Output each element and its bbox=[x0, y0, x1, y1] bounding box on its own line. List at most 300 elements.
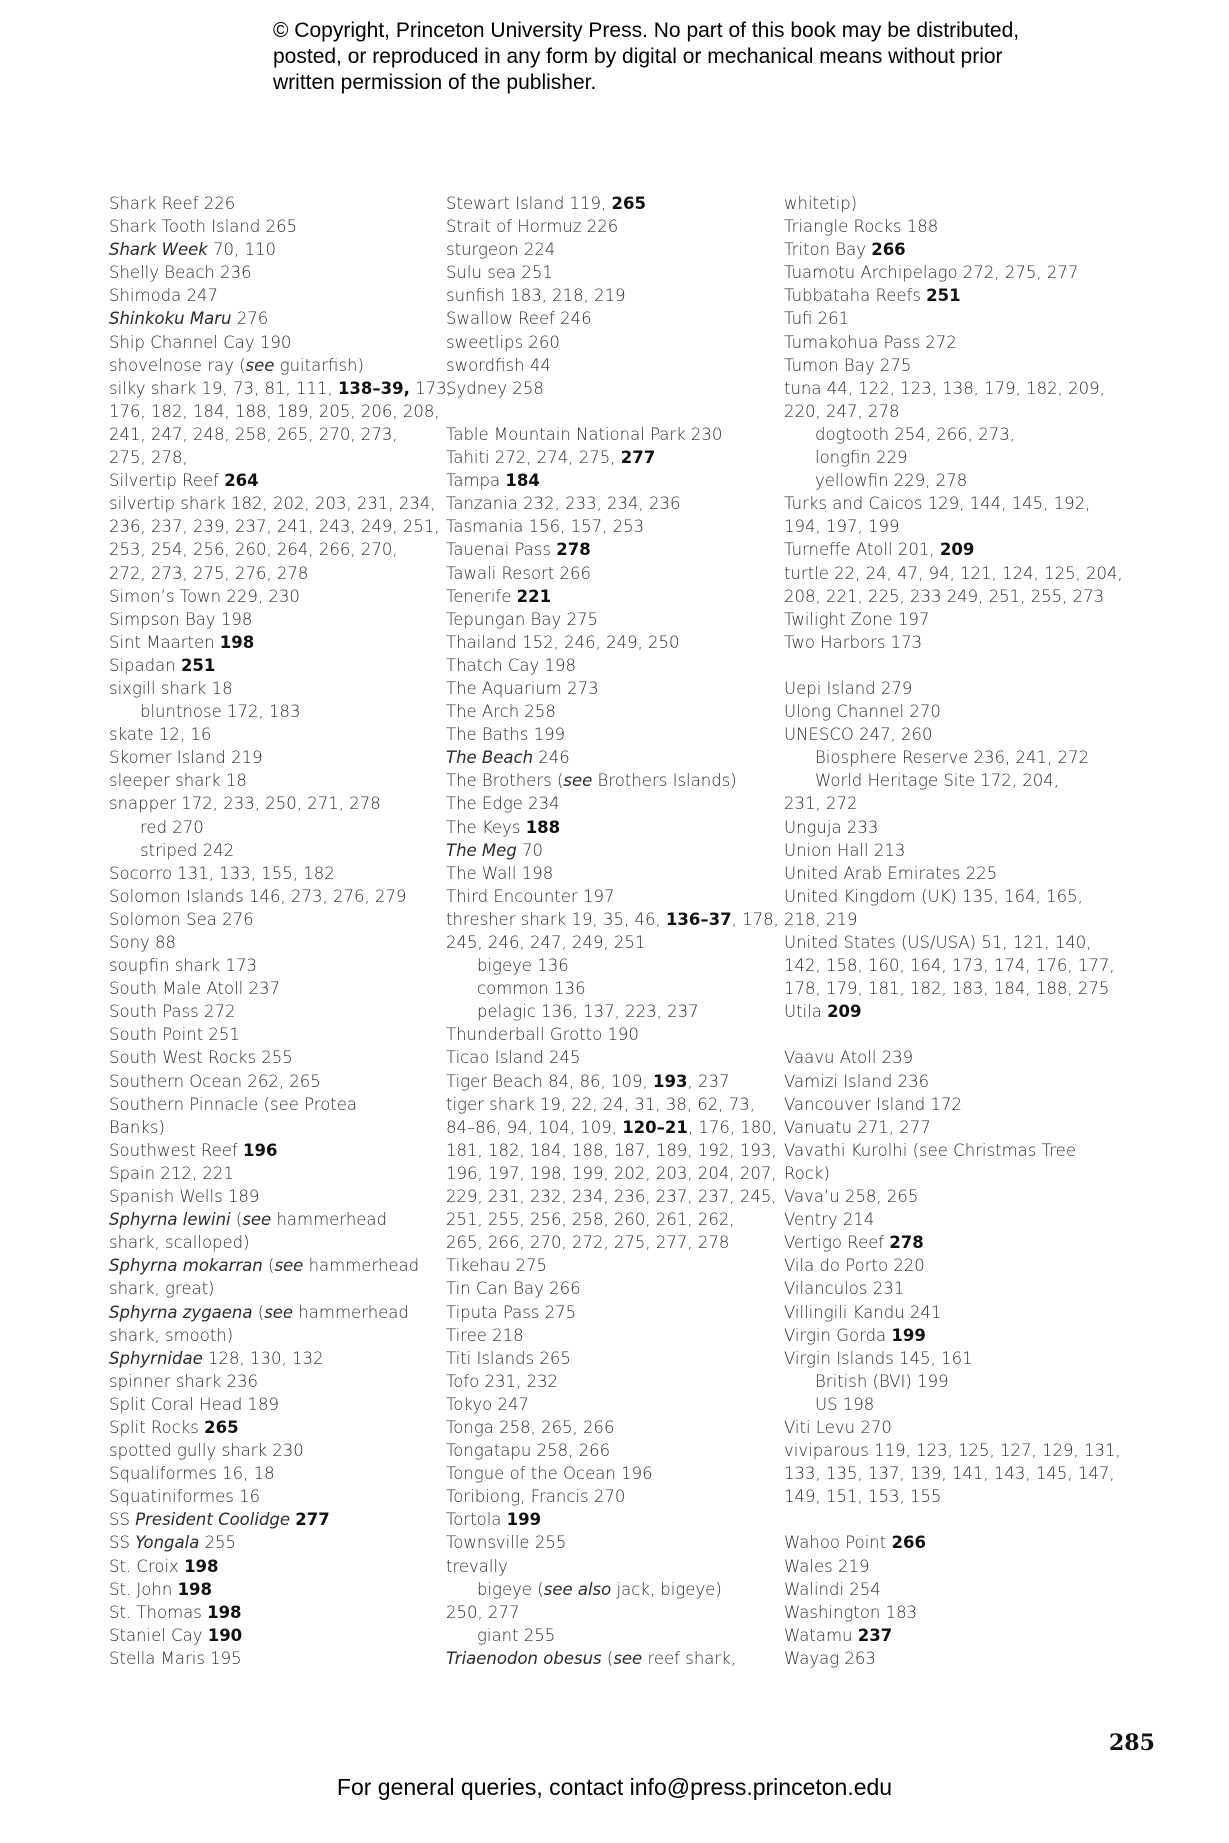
index-text: Rock) bbox=[784, 1163, 830, 1183]
index-text: 255 bbox=[199, 1533, 237, 1553]
index-text: Spanish Wells 189 bbox=[109, 1187, 260, 1207]
index-text: bigeye 136 bbox=[477, 956, 569, 976]
index-text: Spain 212, 221 bbox=[109, 1163, 234, 1183]
index-text: 272, 273, 275, 276, 278 bbox=[109, 563, 309, 583]
index-entry bbox=[109, 1208, 439, 1231]
index-text: 70 bbox=[516, 840, 544, 860]
index-text: South Male Atoll 237 bbox=[109, 979, 280, 999]
index-text: 196, 197, 198, 199, 202, 203, 204, 207, bbox=[446, 1163, 777, 1183]
index-text: Tongue of the Ocean 196 bbox=[446, 1464, 653, 1484]
index-text: reef shark, bbox=[642, 1648, 736, 1668]
index-text: 136–37 bbox=[665, 909, 732, 929]
index-text: Tauenai Pass bbox=[446, 540, 557, 560]
index-entry bbox=[784, 331, 1114, 354]
index-text: 278 bbox=[889, 1233, 924, 1253]
index-text: Shelly Beach 236 bbox=[109, 263, 252, 283]
index-text: sixgill shark 18 bbox=[109, 678, 233, 698]
index-entry bbox=[109, 1439, 439, 1462]
index-entry bbox=[446, 862, 776, 885]
index-entry bbox=[446, 238, 776, 261]
index-entry bbox=[446, 562, 776, 585]
index-text: 265, 266, 270, 272, 275, 277, 278 bbox=[446, 1233, 730, 1253]
index-text: Tiger Beach 84, 86, 109, bbox=[446, 1071, 654, 1091]
index-entry bbox=[109, 769, 439, 792]
index-entry bbox=[446, 354, 776, 377]
index-entry bbox=[109, 585, 439, 608]
index-column-1 bbox=[109, 192, 452, 1670]
index-text: 264 bbox=[224, 471, 259, 491]
index-text: President Coolidge bbox=[135, 1510, 291, 1530]
index-text: Sipadan bbox=[109, 655, 181, 675]
index-text: Turks and Caicos 129, 144, 145, 192, bbox=[784, 494, 1091, 514]
index-text: 220, 247, 278 bbox=[784, 401, 900, 421]
index-entry bbox=[784, 631, 1114, 654]
index-entry bbox=[109, 885, 439, 908]
index-entry bbox=[109, 608, 439, 631]
index-subentry bbox=[446, 1624, 776, 1647]
index-text: Swallow Reef 246 bbox=[446, 309, 592, 329]
index-text: 236, 237, 239, 237, 241, 243, 249, 251, bbox=[109, 517, 440, 537]
index-entry bbox=[109, 723, 439, 746]
index-text: 193 bbox=[653, 1071, 688, 1091]
index-entry bbox=[109, 284, 439, 307]
index-subentry bbox=[784, 769, 1114, 792]
index-text: 266 bbox=[891, 1533, 926, 1553]
index-entry bbox=[784, 1116, 1114, 1139]
index-text: soupfin shark 173 bbox=[109, 956, 257, 976]
index-entry bbox=[109, 1301, 439, 1324]
index-text: Banks) bbox=[109, 1117, 165, 1137]
index-entry bbox=[446, 1162, 776, 1185]
index-entry bbox=[446, 307, 776, 330]
index-text: SS bbox=[109, 1533, 136, 1553]
index-entry bbox=[784, 562, 1123, 585]
index-entry bbox=[784, 608, 1114, 631]
index-text: 133, 135, 137, 139, 141, 143, 145, 147, bbox=[784, 1464, 1115, 1484]
index-entry bbox=[446, 423, 776, 446]
index-text: ( bbox=[230, 1210, 243, 1230]
index-entry bbox=[446, 1647, 776, 1670]
index-text: World Heritage Site 172, 204, bbox=[815, 771, 1059, 791]
index-text: Shinkoku Maru bbox=[109, 309, 232, 329]
index-text: 275, 278, bbox=[109, 448, 188, 468]
index-entry bbox=[784, 377, 1114, 400]
index-entry bbox=[109, 1462, 439, 1485]
index-entry bbox=[446, 215, 776, 238]
index-text: 176, 182, 184, 188, 189, 205, 206, 208, bbox=[109, 401, 440, 421]
index-text: Ulong Channel 270 bbox=[784, 702, 941, 722]
index-text: The Edge 234 bbox=[446, 794, 560, 814]
index-text: Vamizi Island 236 bbox=[784, 1071, 930, 1091]
index-entry bbox=[784, 1462, 1114, 1485]
index-entry bbox=[109, 400, 439, 423]
index-text: Sydney 258 bbox=[446, 378, 544, 398]
index-entry bbox=[109, 446, 439, 469]
index-entry bbox=[109, 1023, 439, 1046]
index-spacer bbox=[446, 400, 776, 423]
index-entry bbox=[446, 469, 776, 492]
index-entry bbox=[784, 1139, 1114, 1162]
index-text: shark, great) bbox=[109, 1279, 215, 1299]
index-entry bbox=[109, 215, 439, 238]
index-text: pelagic 136, 137, 223, 237 bbox=[477, 1002, 699, 1022]
index-entry bbox=[109, 862, 439, 885]
index-entry bbox=[109, 515, 439, 538]
index-text: striped 242 bbox=[140, 840, 235, 860]
index-entry bbox=[446, 1347, 776, 1370]
index-text: spinner shark 236 bbox=[109, 1371, 258, 1391]
index-text: Sulu sea 251 bbox=[446, 263, 553, 283]
index-entry bbox=[446, 1070, 776, 1093]
index-entry bbox=[784, 1070, 1114, 1093]
index-text: viviparous 119, 123, 125, 127, 129, 131, bbox=[784, 1441, 1121, 1461]
index-text: 198 bbox=[177, 1579, 213, 1599]
index-text: 173, bbox=[409, 378, 452, 398]
index-text: Tikehau 275 bbox=[446, 1256, 548, 1276]
index-text: tiger shark 19, 22, 24, 31, 38, 62, 73, bbox=[446, 1094, 756, 1114]
index-text: Vavathi Kurolhi (see Christmas Tree bbox=[784, 1140, 1076, 1160]
index-text: hammerhead bbox=[271, 1210, 388, 1230]
index-entry bbox=[446, 1116, 776, 1139]
index-text: Virgin Islands 145, 161 bbox=[784, 1348, 973, 1368]
index-text: Southern Ocean 262, 265 bbox=[109, 1071, 321, 1091]
index-entry bbox=[784, 1254, 1114, 1277]
index-entry bbox=[109, 1601, 439, 1624]
index-text: 194, 197, 199 bbox=[784, 517, 900, 537]
index-text: The Arch 258 bbox=[446, 702, 556, 722]
index-entry bbox=[784, 1301, 1114, 1324]
index-text: shovelnose ray ( bbox=[109, 355, 246, 375]
index-text: Sony 88 bbox=[109, 933, 177, 952]
index-entry bbox=[784, 1485, 1114, 1508]
index-entry bbox=[109, 1647, 439, 1670]
index-subentry bbox=[109, 839, 439, 862]
index-text: sleeper shark 18 bbox=[109, 771, 247, 791]
index-text: bigeye ( bbox=[477, 1579, 544, 1599]
index-entry bbox=[446, 1416, 776, 1439]
index-text: Vila do Porto 220 bbox=[784, 1256, 925, 1276]
index-text: 138–39, bbox=[337, 378, 410, 398]
copyright-notice: © Copyright, Princeton University Press. No part of this book may be distributed, posted, or reproduced in any form by digital or mechanical means without prior written permission of the publisher. bbox=[273, 19, 1020, 94]
index-text: 142, 158, 160, 164, 173, 174, 176, 177, bbox=[784, 956, 1115, 976]
index-entry bbox=[784, 1185, 1114, 1208]
index-text: 209 bbox=[939, 540, 975, 560]
index-text: guitarfish) bbox=[274, 355, 364, 375]
index-spacer bbox=[784, 1023, 1114, 1046]
index-text: The Baths 199 bbox=[446, 725, 566, 745]
index-entry bbox=[784, 400, 1114, 423]
index-entry bbox=[784, 839, 1114, 862]
index-entry bbox=[109, 562, 439, 585]
index-entry bbox=[109, 654, 439, 677]
index-entry bbox=[446, 631, 776, 654]
index-text: Strait of Hormuz 226 bbox=[446, 217, 619, 237]
index-entry bbox=[446, 1139, 776, 1162]
index-entry bbox=[446, 1208, 776, 1231]
index-text: Brothers Islands) bbox=[592, 771, 737, 791]
index-entry bbox=[784, 1277, 1114, 1300]
index-entry bbox=[784, 1601, 1114, 1624]
index-entry bbox=[446, 885, 776, 908]
index-text: The Aquarium 273 bbox=[446, 678, 599, 698]
index-text: 277 bbox=[620, 448, 656, 468]
index-subentry bbox=[109, 700, 439, 723]
index-text: Wayag 263 bbox=[784, 1648, 876, 1668]
index-text: 265 bbox=[611, 194, 646, 213]
index-text: swordfish 44 bbox=[446, 355, 551, 375]
index-text: Tanzania 232, 233, 234, 236 bbox=[446, 494, 681, 514]
index-entry bbox=[784, 1000, 1114, 1023]
index-subentry bbox=[446, 977, 776, 1000]
index-entry bbox=[784, 492, 1114, 515]
index-entry bbox=[784, 1624, 1114, 1647]
index-text: longfin 229 bbox=[815, 448, 908, 468]
index-entry bbox=[784, 307, 1114, 330]
index-text: Vava’u 258, 265 bbox=[784, 1187, 919, 1207]
index-text: Tasmania 156, 157, 253 bbox=[446, 517, 645, 537]
index-text: Tortola bbox=[446, 1510, 507, 1530]
index-subentry bbox=[784, 1393, 1114, 1416]
index-entry bbox=[109, 1185, 439, 1208]
index-text: 198 bbox=[184, 1556, 219, 1576]
index-entry bbox=[784, 238, 1114, 261]
index-entry bbox=[109, 1531, 439, 1554]
index-text: 120–21 bbox=[622, 1117, 688, 1137]
index-text: 231, 272 bbox=[784, 794, 858, 814]
index-entry bbox=[109, 1370, 439, 1393]
index-entry bbox=[446, 261, 776, 284]
index-text: giant 255 bbox=[477, 1625, 556, 1645]
index-entry bbox=[109, 1485, 439, 1508]
index-entry bbox=[109, 908, 439, 931]
index-text: Vertigo Reef bbox=[784, 1233, 890, 1253]
index-text: see bbox=[245, 355, 275, 375]
index-subentry bbox=[446, 1578, 776, 1601]
index-text: 196 bbox=[243, 1140, 278, 1160]
index-entry bbox=[784, 515, 1114, 538]
index-entry bbox=[109, 423, 439, 446]
index-text: UNESCO 247, 260 bbox=[784, 725, 933, 745]
index-text: South Pass 272 bbox=[109, 1002, 236, 1022]
index-text: Sphyrna mokarran bbox=[109, 1256, 263, 1276]
index-text: South Point 251 bbox=[109, 1025, 240, 1045]
index-entry bbox=[446, 377, 776, 400]
index-entry bbox=[446, 492, 776, 515]
index-entry bbox=[784, 954, 1114, 977]
index-text: 245, 246, 247, 249, 251 bbox=[446, 933, 646, 952]
index-entry bbox=[784, 977, 1114, 1000]
index-text: 199 bbox=[506, 1510, 542, 1530]
index-text: Solomon Sea 276 bbox=[109, 909, 254, 929]
index-text: 277 bbox=[295, 1510, 330, 1530]
index-text: Toribiong, Francis 270 bbox=[446, 1487, 626, 1507]
index-text: Tenerife bbox=[446, 586, 517, 606]
index-entry bbox=[784, 1324, 1114, 1347]
index-text: Split Rocks bbox=[109, 1417, 205, 1437]
index-text: Turneffe Atoll 201, bbox=[784, 540, 940, 560]
index-entry bbox=[109, 492, 439, 515]
index-entry bbox=[446, 700, 776, 723]
index-text: sunfish 183, 218, 219 bbox=[446, 286, 626, 306]
index-text: see also bbox=[543, 1579, 612, 1599]
index-entry bbox=[446, 585, 776, 608]
index-entry bbox=[109, 1162, 439, 1185]
index-text: Virgin Gorda bbox=[784, 1325, 892, 1345]
index-entry bbox=[446, 1185, 776, 1208]
index-entry bbox=[446, 1601, 776, 1624]
index-text: 198 bbox=[219, 632, 255, 652]
index-entry bbox=[109, 261, 439, 284]
index-subentry bbox=[446, 954, 776, 977]
index-text: Southern Pinnacle (see Protea bbox=[109, 1094, 358, 1114]
index-entry bbox=[446, 331, 776, 354]
index-entry bbox=[446, 1462, 776, 1485]
index-text: Shark Reef 226 bbox=[109, 194, 236, 213]
index-text: Yongala bbox=[135, 1533, 200, 1553]
index-text: Tonga 258, 265, 266 bbox=[446, 1417, 615, 1437]
index-text: Sphyrna zygaena bbox=[109, 1302, 253, 1322]
index-text: Ventry 214 bbox=[784, 1210, 875, 1230]
index-entry bbox=[109, 1347, 439, 1370]
index-subentry bbox=[446, 1000, 776, 1023]
index-text: silvertip shark 182, 202, 203, 231, 234, bbox=[109, 494, 436, 514]
index-text: , 176, 180, bbox=[687, 1117, 778, 1137]
index-text: 265 bbox=[204, 1417, 239, 1437]
index-text: Southwest Reef bbox=[109, 1140, 243, 1160]
index-entry bbox=[446, 538, 776, 561]
index-text: turtle 22, 24, 47, 94, 121, 124, 125, 204, bbox=[784, 563, 1123, 583]
index-text: The Meg bbox=[446, 840, 517, 860]
index-text: Twilight Zone 197 bbox=[784, 609, 930, 629]
index-entry bbox=[784, 931, 1114, 954]
index-text: Stella Maris 195 bbox=[109, 1648, 242, 1668]
index-entry bbox=[109, 1624, 439, 1647]
index-entry bbox=[109, 1555, 439, 1578]
index-entry bbox=[784, 1647, 1114, 1670]
index-entry bbox=[109, 1254, 439, 1277]
index-entry bbox=[784, 538, 1114, 561]
index-text: thresher shark 19, 35, 46, bbox=[446, 909, 666, 929]
index-entry bbox=[784, 585, 1114, 608]
index-entry bbox=[446, 1301, 776, 1324]
index-text: see bbox=[274, 1256, 304, 1276]
index-text: Tongatapu 258, 266 bbox=[446, 1441, 611, 1461]
index-text: 198 bbox=[207, 1602, 242, 1622]
index-text: 218, 219 bbox=[784, 909, 858, 929]
index-text: Tampa bbox=[446, 471, 506, 491]
index-entry bbox=[446, 816, 776, 839]
index-text: see bbox=[264, 1302, 294, 1322]
index-text: Ship Channel Cay 190 bbox=[109, 332, 292, 352]
index-text: Union Hall 213 bbox=[784, 840, 906, 860]
index-text: spotted gully shark 230 bbox=[109, 1441, 304, 1461]
index-entry bbox=[109, 1277, 439, 1300]
index-text: 190 bbox=[207, 1625, 243, 1645]
index-text: The Keys bbox=[446, 817, 526, 837]
index-entry bbox=[446, 677, 776, 700]
index-subentry bbox=[109, 816, 439, 839]
index-entry bbox=[109, 746, 439, 769]
index-entry bbox=[109, 1416, 439, 1439]
index-entry bbox=[446, 908, 779, 931]
index-entry bbox=[109, 238, 439, 261]
index-text: 208, 221, 225, 233 249, 251, 255, 273 bbox=[784, 586, 1105, 606]
index-entry bbox=[109, 377, 452, 400]
index-text: Third Encounter 197 bbox=[446, 886, 615, 906]
index-text: Wahoo Point bbox=[784, 1533, 892, 1553]
index-text: Socorro 131, 133, 155, 182 bbox=[109, 863, 335, 883]
index-entry bbox=[446, 769, 776, 792]
index-text: United States (US/USA) 51, 121, 140, bbox=[784, 933, 1092, 952]
index-text: 278 bbox=[556, 540, 591, 560]
index-text: Staniel Cay bbox=[109, 1625, 208, 1645]
index-text: Vanuatu 271, 277 bbox=[784, 1117, 931, 1137]
index-text: Tiputa Pass 275 bbox=[446, 1302, 577, 1322]
index-text: 266 bbox=[871, 240, 906, 260]
index-text: United Arab Emirates 225 bbox=[784, 863, 998, 883]
index-text: Simon’s Town 229, 230 bbox=[109, 586, 300, 606]
index-entry bbox=[109, 192, 439, 215]
index-entry bbox=[784, 215, 1114, 238]
index-text: Tofo 231, 232 bbox=[446, 1371, 558, 1391]
index-text: 188 bbox=[525, 817, 561, 837]
index-text: 70, 110 bbox=[207, 240, 277, 260]
index-entry bbox=[109, 1393, 439, 1416]
index-text: 241, 247, 248, 258, 265, 270, 273, bbox=[109, 424, 398, 444]
index-text: 84–86, 94, 104, 109, bbox=[446, 1117, 623, 1137]
index-entry bbox=[784, 1416, 1114, 1439]
index-entry bbox=[109, 1116, 439, 1139]
index-entry bbox=[446, 1254, 776, 1277]
index-entry bbox=[446, 1277, 776, 1300]
index-text: Skomer Island 219 bbox=[109, 748, 263, 768]
index-text: St. Croix bbox=[109, 1556, 185, 1576]
index-entry bbox=[109, 931, 439, 954]
index-entry bbox=[446, 654, 776, 677]
index-text: Unguja 233 bbox=[784, 817, 879, 837]
index-entry bbox=[109, 677, 439, 700]
index-text: Townsville 255 bbox=[446, 1533, 567, 1553]
index-entry bbox=[784, 700, 1114, 723]
index-text: , 237 bbox=[687, 1071, 730, 1091]
index-entry bbox=[446, 931, 776, 954]
index-text: Triaenodon obesus bbox=[446, 1648, 602, 1668]
index-text: St. John bbox=[109, 1579, 178, 1599]
index-text: The Brothers ( bbox=[446, 771, 564, 791]
index-text: Squaliformes 16, 18 bbox=[109, 1464, 275, 1484]
index-text: Thunderball Grotto 190 bbox=[446, 1025, 639, 1045]
index-text: 250, 277 bbox=[446, 1602, 520, 1622]
index-entry bbox=[109, 1070, 439, 1093]
index-text: British (BVI) 199 bbox=[815, 1371, 949, 1391]
index-subentry bbox=[784, 469, 1114, 492]
index-entry bbox=[784, 816, 1114, 839]
index-text: Tubbataha Reefs bbox=[784, 286, 927, 306]
index-entry bbox=[109, 1231, 439, 1254]
index-text: see bbox=[613, 1648, 643, 1668]
index-text: Shimoda 247 bbox=[109, 286, 219, 306]
index-text: Wales 219 bbox=[784, 1556, 870, 1576]
index-text: Table Mountain National Park 230 bbox=[446, 424, 723, 444]
index-text: Sphyrnidae bbox=[109, 1348, 203, 1368]
index-entry bbox=[784, 885, 1114, 908]
index-text: Solomon Islands 146, 273, 276, 279 bbox=[109, 886, 407, 906]
index-entry bbox=[784, 1208, 1114, 1231]
index-text: Tawali Resort 266 bbox=[446, 563, 592, 583]
index-text: US 198 bbox=[815, 1394, 875, 1414]
index-spacer bbox=[784, 654, 1114, 677]
index-text: 184 bbox=[505, 471, 540, 491]
